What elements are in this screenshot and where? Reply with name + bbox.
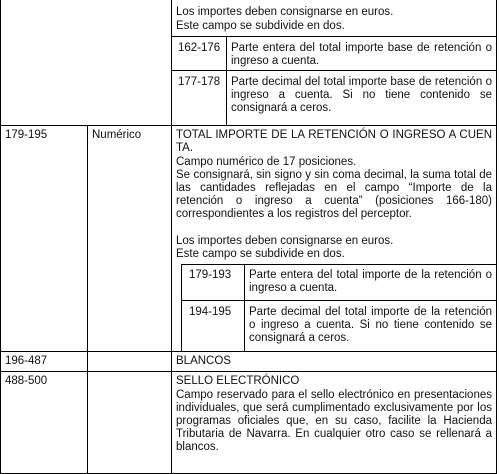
row-paragraph: Se consignará, sin signo y sin coma decimal, la suma total de las cantidades reflejadas en el campo “Importe de la retención o ingreso a cuenta” (posiciones 166-180) correspondientes a los registros del perceptor.: [176, 169, 492, 220]
row-line-1: [0, 125, 497, 126]
row-paragraph: Campo reservado para el sello electrónico en presentaciones individuales, que será cumplimentado exclusivamente por los programas oficiales que, en su caso, facilite la Hacienda Tributaria de Navarra. En cualquier otro caso se rellenará a blancos.: [176, 389, 492, 453]
subtable-top-line: [171, 36, 496, 37]
row-paragraph: Este campo se subdivide en dos.: [176, 248, 345, 260]
row-paragraph: Campo numérico de 17 posiciones.: [176, 156, 357, 168]
row-position: 488-500: [5, 375, 48, 387]
row-line-2: [0, 351, 497, 352]
subtable2-mid-line: [181, 300, 496, 301]
subtable2-left-line: [181, 264, 182, 351]
row-position: 179-195: [5, 129, 48, 141]
top-block-line-2: Este campo se subdivide en dos.: [176, 20, 345, 32]
row-title: SELLO ELECTRÓNICO: [176, 375, 300, 387]
row-title: TOTAL IMPORTE DE LA RETENCIÓN O INGRESO A CUENTA.: [176, 129, 492, 154]
column-separator-type: [171, 0, 172, 474]
row-title: BLANCOS: [176, 355, 231, 367]
table-border-left: [0, 0, 1, 474]
row-line-3: [0, 371, 497, 372]
table-border-right: [496, 0, 497, 474]
sub-position: 162-176: [178, 42, 221, 54]
subtable2-top-line: [181, 264, 496, 265]
row-type: Numérico: [92, 129, 142, 141]
top-block-line-1: Los importes deben consignarse en euros.: [176, 6, 394, 18]
sub-position: 179-193: [189, 269, 232, 281]
sub-description: Parte decimal del total importe base de retención o ingreso a cuenta. Si no tiene contenido se consignará a ceros.: [231, 76, 492, 114]
sub-position: 177-178: [178, 76, 221, 88]
subtable2-col-line: [244, 264, 245, 351]
sub-description: Parte entera del total importe base de retención o ingreso a cuenta.: [231, 42, 492, 67]
subtable-col-line: [226, 36, 227, 125]
sub-description: Parte decimal del total importe de la retención o ingreso a cuenta. Si no tiene contenido se consignará a ceros.: [249, 306, 492, 344]
sub-description: Parte entera del total importe de la retención o ingreso a cuenta.: [249, 269, 492, 294]
subtable-mid-line: [171, 70, 496, 71]
column-separator-pos: [87, 125, 88, 474]
sub-position: 194-195: [189, 306, 232, 318]
row-position: 196-487: [5, 355, 48, 367]
row-paragraph: Los importes deben consignarse en euros.: [176, 235, 394, 247]
